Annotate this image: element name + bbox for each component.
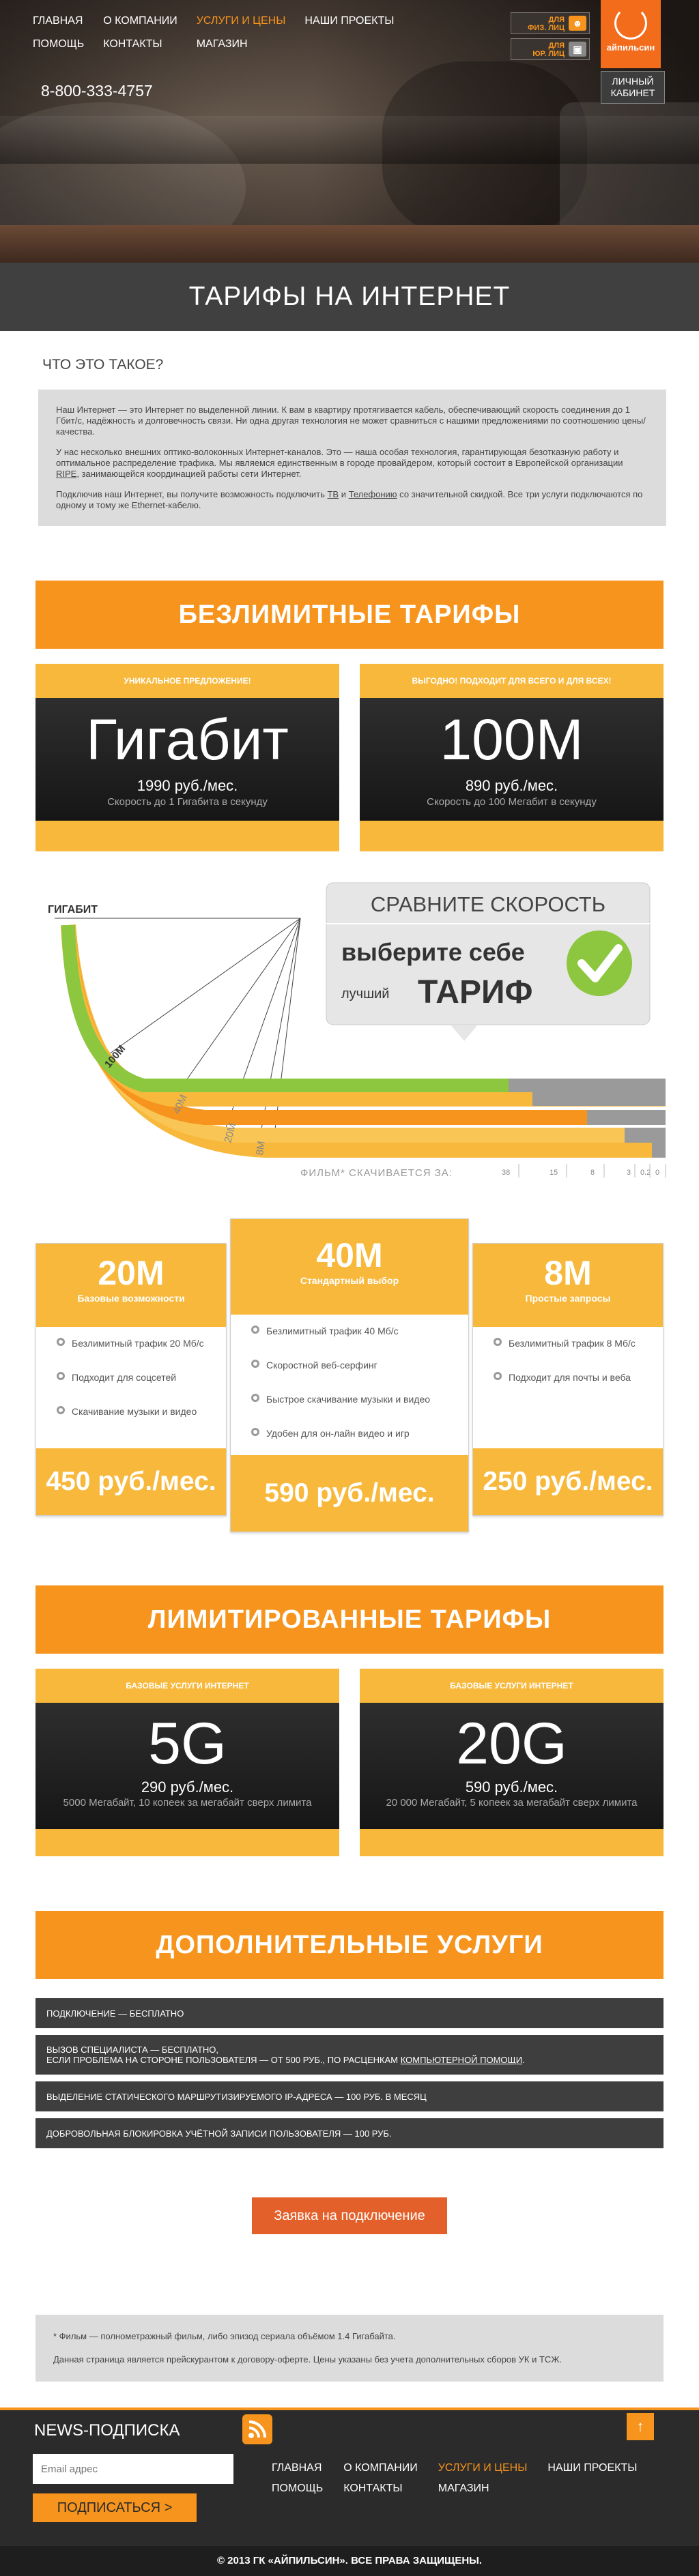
nav-shop[interactable]: МАГАЗИН: [196, 38, 248, 50]
individuals-button[interactable]: [511, 12, 590, 34]
tariff-price: 290 руб./мес.: [141, 1779, 234, 1796]
computer-help-link[interactable]: КОМПЬЮТЕРНОЙ ПОМОЩИ: [400, 2055, 523, 2065]
cabinet-line1: ЛИЧНЫЙ: [612, 76, 654, 87]
page-title-bar: [0, 263, 699, 331]
individuals-line2: ФИЗ. ЛИЦ: [528, 24, 565, 32]
plan-subtitle: Простые запросы: [525, 1293, 611, 1304]
plan-feature: Безлимитный трафик 8 Мб/с: [494, 1336, 642, 1371]
about-p1: Наш Интернет — это Интернет по выделенной линии. К вам в квартиру протягивается кабель, обеспечивающий скорость соединения до 1 Гбит/с, надёжность и долговечность связи. Ни одна другая технология не может сравниться с нашими предложениями по соотношению цены/качества.: [56, 405, 646, 437]
logo[interactable]: [601, 0, 661, 68]
about-heading: ЧТО ЭТО ТАКОЕ?: [42, 357, 164, 372]
tariff-name: Гигабит: [86, 707, 289, 772]
service-row: ВЫЗОВ СПЕЦИАЛИСТА — БЕСПЛАТНО, ЕСЛИ ПРОБЛЕМА НА СТОРОНЕ ПОЛЬЗОВАТЕЛЯ — ОТ 500 РУБ., ПО РАСЦЕНКАМ КОМПЬЮТЕРНОЙ ПОМОЩИ.: [35, 2035, 664, 2075]
plan-price: 250 руб./мес.: [473, 1448, 663, 1515]
plan-feature: Быстрое скачивание музыки и видео: [251, 1392, 448, 1426]
extra-banner: ДОПОЛНИТЕЛЬНЫЕ УСЛУГИ: [35, 1911, 664, 1979]
footer-nav-services[interactable]: УСЛУГИ И ЦЕНЫ: [438, 2462, 528, 2474]
footer: [0, 2407, 699, 2576]
bubble-title: СРАВНИТЕ СКОРОСТЬ: [370, 892, 606, 916]
plan-feature: Безлимитный трафик 20 Мб/с: [57, 1336, 205, 1371]
speed-comparison: [0, 877, 699, 1218]
compare-bubble: [326, 883, 650, 1041]
plan-name: 8M: [544, 1254, 592, 1292]
companies-line2: ЮР. ЛИЦ: [532, 50, 565, 58]
plan-subtitle: Стандартный выбор: [300, 1275, 399, 1286]
tariff-card-gigabit[interactable]: [35, 664, 339, 851]
checkmark-icon: [567, 931, 632, 996]
telephony-link[interactable]: Телефонию: [348, 489, 397, 499]
tariff-desc: Скорость до 1 Гигабита в секунду: [107, 796, 268, 808]
about-box: [38, 390, 666, 526]
main-nav: [33, 15, 394, 50]
bubble-line1: выберите себе: [341, 938, 525, 966]
logo-text: айпильсин: [606, 42, 655, 53]
label-100m: 100M: [102, 1042, 128, 1070]
individuals-line1: ДЛЯ: [548, 16, 565, 24]
footnote-p1: * Фильм — полнометражный фильм, либо эпизод сериала объёмом 1.4 Гигабайта.: [53, 2331, 396, 2341]
time-tick: 0: [655, 1169, 660, 1177]
plan-name: 40M: [316, 1236, 383, 1274]
plan-feature: Безлимитный трафик 40 Мб/с: [251, 1324, 448, 1358]
tariff-desc: Скорость до 100 Мегабит в секунду: [427, 796, 597, 808]
briefcase-icon: ▣: [569, 42, 586, 57]
footer-nav-shop[interactable]: МАГАЗИН: [438, 2483, 489, 2494]
about-p2: У нас несколько внешних оптико-волоконных Интернет-каналов. Это — наша особая технология, гарантирующая безотказную работу и оптимальное распределение трафика. Мы являемся единственным в городе провайдером, который состоит в Европейской организации RIPE, занимающейся координацией работы сети Интернет.: [56, 447, 623, 479]
tariff-price: 1990 руб./мес.: [137, 777, 238, 794]
ripe-link[interactable]: RIPE: [56, 469, 77, 479]
page-title: ТАРИФЫ НА ИНТЕРНЕТ: [188, 282, 511, 311]
time-tick: 0.2: [640, 1169, 651, 1177]
tariff-name: 20G: [456, 1711, 567, 1776]
service-row: ПОДКЛЮЧЕНИЕ — БЕСПЛАТНО: [35, 1998, 664, 2028]
plan-card-40m[interactable]: [230, 1218, 469, 1532]
nav-home[interactable]: ГЛАВНАЯ: [33, 15, 83, 27]
footer-nav-contacts[interactable]: КОНТАКТЫ: [343, 2483, 403, 2494]
bubble-line2b: ТАРИФ: [418, 974, 533, 1010]
film-label: ФИЛЬМ* СКАЧИВАЕТСЯ ЗА:: [300, 1167, 453, 1179]
footer-nav: [272, 2462, 637, 2495]
footer-nav-about[interactable]: О КОМПАНИИ: [343, 2462, 418, 2474]
footer-nav-home[interactable]: ГЛАВНАЯ: [272, 2462, 322, 2474]
extra-services-section: [0, 1911, 699, 2148]
nav-about[interactable]: О КОМПАНИИ: [103, 15, 177, 27]
nav-contacts[interactable]: КОНТАКТЫ: [103, 38, 162, 50]
about-section: [0, 331, 699, 526]
limited-section: [0, 1585, 699, 1856]
plan-card-20m[interactable]: [35, 1243, 227, 1516]
nav-help[interactable]: ПОМОЩЬ: [33, 38, 85, 50]
copyright: © 2013 ГК «АЙПИЛЬСИН». ВСЕ ПРАВА ЗАЩИЩЕНЫ.: [0, 2546, 699, 2576]
speed-comparison-graphic: [0, 877, 699, 1218]
nav-projects[interactable]: НАШИ ПРОЕКТЫ: [304, 15, 395, 27]
plans-section: [35, 1218, 664, 1532]
footer-nav-projects[interactable]: НАШИ ПРОЕКТЫ: [547, 2462, 638, 2474]
plan-feature: Скачивание музыки и видео: [57, 1405, 205, 1439]
order-button[interactable]: Заявка на подключение: [252, 2197, 447, 2234]
tariff-card-100m[interactable]: [360, 664, 664, 851]
service-row: ВЫДЕЛЕНИЕ СТАТИЧЕСКОГО МАРШРУТИЗИРУЕМОГО IP-АДРЕСА — 100 РУБ. В МЕСЯЦ: [35, 2081, 664, 2111]
time-ticks: [502, 1169, 659, 1177]
footnote-box: [35, 2315, 664, 2382]
limited-banner: ЛИМИТИРОВАННЫЕ ТАРИФЫ: [35, 1585, 664, 1654]
time-tick: 3: [627, 1169, 631, 1177]
tariff-tagline: БАЗОВЫЕ УСЛУГИ ИНТЕРНЕТ: [450, 1681, 573, 1690]
plan-features: [231, 1315, 468, 1461]
companies-line1: ДЛЯ: [548, 42, 565, 50]
email-input[interactable]: [33, 2454, 233, 2484]
tariff-desc: 5000 Мегабайт, 10 копеек за мегабайт сверх лимита: [63, 1797, 312, 1809]
footnote-p2: Данная страница является прейскурантом к договору-оферте. Цены указаны без учета дополнительных сборов УК и ТСЖ.: [53, 2354, 562, 2365]
personal-cabinet-button[interactable]: [601, 71, 665, 104]
plan-price: 450 руб./мес.: [36, 1448, 226, 1515]
time-tick: 38: [502, 1169, 511, 1177]
logo-ring-icon: [614, 7, 647, 40]
unlimited-banner: БЕЗЛИМИТНЫЕ ТАРИФЫ: [35, 581, 664, 649]
rss-icon[interactable]: [242, 2414, 272, 2444]
tariff-card-5g[interactable]: [35, 1669, 339, 1856]
subscribe-button[interactable]: ПОДПИСАТЬСЯ >: [33, 2493, 197, 2522]
plan-price: 590 руб./мес.: [231, 1455, 468, 1532]
label-8m: 8M: [254, 1140, 268, 1156]
nav-services[interactable]: УСЛУГИ И ЦЕНЫ: [196, 15, 286, 27]
phone-number[interactable]: 8-800-333-4757: [41, 82, 153, 100]
hero: [0, 0, 699, 331]
person-icon: ☻: [569, 16, 586, 31]
tariff-name: 100M: [440, 707, 584, 772]
tv-link[interactable]: ТВ: [327, 489, 339, 499]
tariff-card-20g[interactable]: [360, 1669, 664, 1856]
plan-feature: Скоростной веб-серфинг: [251, 1358, 448, 1392]
label-20m: 20M: [222, 1122, 239, 1145]
plan-features: [473, 1327, 663, 1405]
plan-card-8m[interactable]: [472, 1243, 664, 1516]
about-p3: Подключив наш Интернет, вы получите возможность подключить ТВ и Телефонию со значительной скидкой. Все три услуги подключаются по одному и тому же Ethernet-кабелю.: [56, 489, 643, 510]
tariff-price: 890 руб./мес.: [465, 777, 558, 794]
services-list: [35, 1998, 664, 2148]
time-tick: 15: [550, 1169, 558, 1177]
label-40m: 40M: [171, 1093, 190, 1116]
tariff-tagline: ВЫГОДНО! ПОДХОДИТ ДЛЯ ВСЕГО И ДЛЯ ВСЕХ!: [412, 676, 612, 686]
time-tick: 8: [590, 1169, 595, 1177]
tariff-desc: 20 000 Мегабайт, 5 копеек за мегабайт сверх лимита: [386, 1797, 638, 1809]
label-gigabit: ГИГАБИТ: [48, 904, 98, 916]
plan-feature: Удобен для он-лайн видео и игр: [251, 1426, 448, 1461]
tariff-price: 590 руб./мес.: [465, 1779, 558, 1796]
unlimited-section: [0, 581, 699, 851]
tariff-name: 5G: [148, 1711, 227, 1776]
footer-nav-help[interactable]: ПОМОЩЬ: [272, 2483, 324, 2494]
tariff-tagline: УНИКАЛЬНОЕ ПРЕДЛОЖЕНИЕ!: [124, 676, 251, 686]
cabinet-line2: КАБИНЕТ: [610, 87, 655, 98]
companies-button[interactable]: [511, 38, 590, 60]
plan-feature: Подходит для почты и веба: [494, 1371, 642, 1405]
tariff-tagline: БАЗОВЫЕ УСЛУГИ ИНТЕРНЕТ: [126, 1681, 249, 1690]
bubble-line2a: лучший: [341, 986, 390, 1001]
plan-feature: Подходит для соцсетей: [57, 1371, 205, 1405]
plan-subtitle: Базовые возможности: [77, 1293, 185, 1304]
plan-features: [36, 1327, 226, 1439]
service-row: ДОБРОВОЛЬНАЯ БЛОКИРОВКА УЧЁТНОЙ ЗАПИСИ ПОЛЬЗОВАТЕЛЯ — 100 РУБ.: [35, 2118, 664, 2148]
news-title: NEWS-ПОДПИСКА: [34, 2421, 180, 2440]
scroll-up-icon[interactable]: ↑: [627, 2413, 654, 2440]
plan-name: 20M: [98, 1254, 165, 1292]
